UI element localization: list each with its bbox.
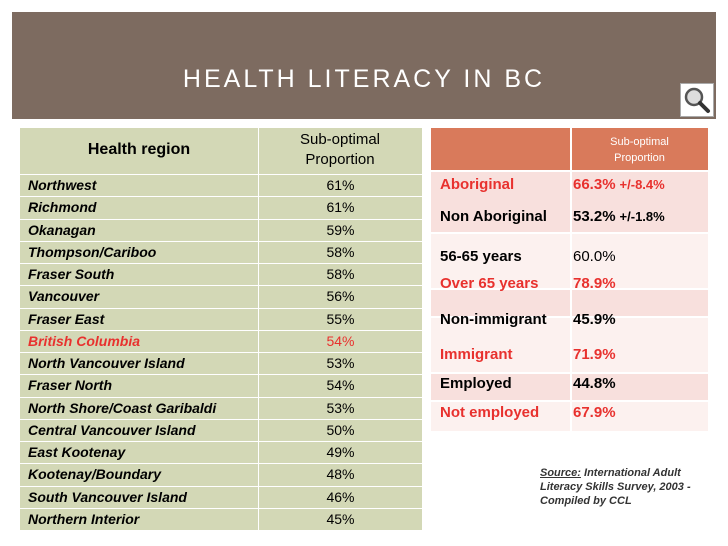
- demographic-name: Non-immigrant: [440, 311, 547, 328]
- source-note: [540, 466, 720, 508]
- region-value: 50%: [326, 421, 355, 438]
- table-row: [20, 241, 422, 263]
- region-value: 45%: [326, 510, 355, 527]
- region-value: 55%: [326, 310, 355, 327]
- region-name: Central Vancouver Island: [28, 421, 196, 438]
- table-row: [20, 263, 422, 285]
- demographic-name: Employed: [440, 375, 512, 392]
- demographic-header-line2: Proportion: [614, 152, 665, 164]
- region-value: 61%: [326, 177, 355, 193]
- magnifier-icon: [681, 84, 713, 116]
- demographic-value: [573, 176, 665, 193]
- value-text: 71.9%: [573, 346, 616, 363]
- demographic-header-line1: Sub-optimal: [610, 136, 669, 148]
- table-header: [20, 128, 422, 172]
- region-name: North Vancouver Island: [28, 355, 185, 371]
- demographic-value: [573, 248, 616, 265]
- title-banner: [12, 12, 716, 119]
- source-text: International Adult Literacy Skills Survey, 2003 - Compiled by CCL: [540, 467, 691, 507]
- region-value: 48%: [326, 466, 355, 483]
- table-row: [20, 508, 422, 530]
- table-row: [20, 419, 422, 441]
- table-row: [20, 486, 422, 508]
- table-row: [20, 196, 422, 218]
- value-text: 78.9%: [573, 275, 616, 292]
- region-name: South Vancouver Island: [28, 488, 187, 505]
- table-row: [20, 285, 422, 307]
- value-text: 60.0%: [573, 248, 616, 265]
- region-name: Thompson/Cariboo: [28, 243, 157, 260]
- table-row: [20, 463, 422, 485]
- demographic-value: [573, 375, 616, 392]
- region-value: 49%: [326, 444, 355, 460]
- table-row: [20, 219, 422, 241]
- source-label: Source:: [540, 467, 581, 479]
- table-row: [20, 174, 422, 196]
- error-margin: +/-1.8%: [619, 209, 665, 224]
- demographic-value: [573, 346, 616, 363]
- column-divider: [570, 128, 572, 431]
- table-row: [20, 308, 422, 330]
- region-name: Fraser North: [28, 377, 113, 394]
- proportion-header-line2: Proportion: [305, 151, 375, 168]
- region-name: Fraser South: [28, 266, 115, 282]
- value-text: 67.9%: [573, 404, 616, 421]
- region-name: Fraser East: [28, 310, 105, 327]
- region-value: 58%: [326, 266, 355, 282]
- region-name: Vancouver: [28, 288, 100, 305]
- table-row: [20, 374, 422, 396]
- region-value: 59%: [326, 221, 355, 238]
- table-row: [20, 330, 422, 352]
- region-name: East Kootenay: [28, 444, 126, 460]
- region-value: 54%: [326, 377, 355, 394]
- health-region-table: [20, 128, 422, 530]
- region-value: 53%: [326, 355, 355, 371]
- region-value: 53%: [326, 399, 355, 416]
- region-value: 58%: [326, 243, 355, 260]
- demographic-name: Over 65 years: [440, 275, 539, 292]
- proportion-header: [258, 128, 422, 172]
- table-row: [20, 352, 422, 374]
- region-name: Richmond: [28, 199, 97, 216]
- value-text: 44.8%: [573, 375, 616, 392]
- health-region-header: Health region: [87, 141, 191, 158]
- region-name: North Shore/Coast Garibaldi: [28, 399, 217, 416]
- zoom-button[interactable]: [680, 83, 714, 117]
- region-value: 61%: [326, 199, 355, 216]
- demographic-proportion-header: [571, 134, 708, 166]
- value-text: 53.2%: [573, 208, 616, 225]
- demographic-name: Immigrant: [440, 346, 513, 363]
- region-name: Okanagan: [28, 221, 96, 238]
- demographic-value: [573, 404, 616, 421]
- proportion-header-line1: Sub-optimal: [299, 131, 381, 148]
- error-margin: +/-8.4%: [619, 177, 665, 192]
- region-name: Northwest: [28, 177, 97, 193]
- value-text: 66.3%: [573, 176, 616, 193]
- region-name: Kootenay/Boundary: [28, 466, 162, 483]
- region-name: Northern Interior: [28, 510, 140, 527]
- table-row: [20, 397, 422, 419]
- table-row: [20, 441, 422, 463]
- region-value: 54%: [326, 332, 355, 349]
- demographic-table: [431, 128, 708, 431]
- demographic-name: Aboriginal: [440, 176, 515, 193]
- value-text: 45.9%: [573, 311, 616, 328]
- demographic-value: [573, 208, 665, 225]
- demographic-name: 56-65 years: [440, 248, 522, 265]
- region-value: 46%: [326, 488, 355, 505]
- demographic-value: [573, 311, 616, 328]
- demographic-name: Non Aboriginal: [440, 208, 547, 225]
- page-title: HEALTH LITERACY IN BC: [182, 65, 546, 93]
- demographic-value: [573, 275, 616, 292]
- region-name: British Columbia: [28, 332, 141, 349]
- region-value: 56%: [326, 288, 355, 305]
- demographic-name: Not employed: [440, 404, 540, 421]
